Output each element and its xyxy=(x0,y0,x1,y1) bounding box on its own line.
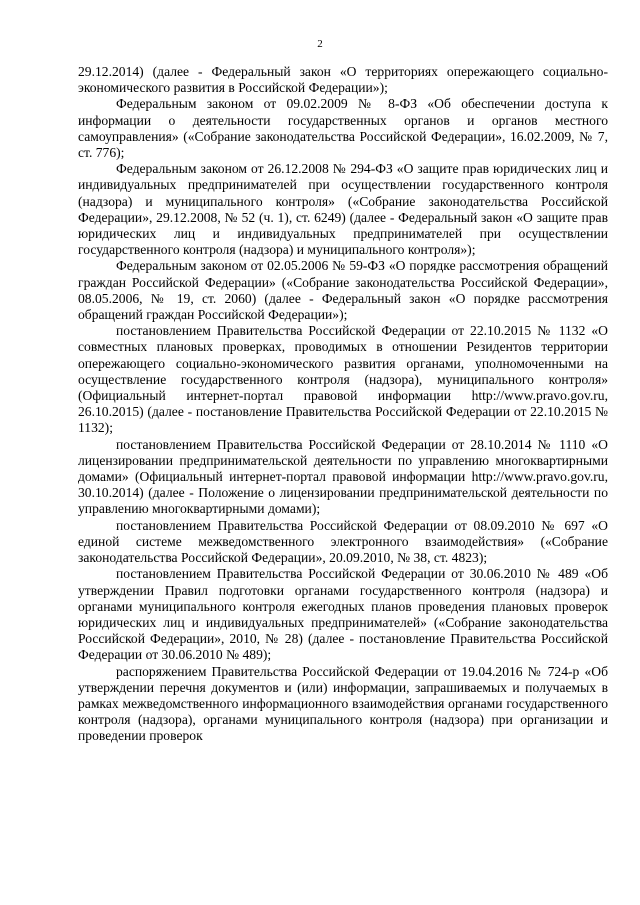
paragraph: Федеральным законом от 26.12.2008 № 294-ФЗ «О защите прав юридических лиц и индивидуальных предпринимателей при осуществлении государственного контроля (надзора) и муниципального контроля» («Собрание законодательства Российской Федерации», 29.12.2008, № 52 (ч. 1), ст. 6249) (далее - Федеральный закон «О защите прав юридических лиц и индивидуальных предпринимателей при осуществлении государственного контроля (надзора) и муниципального контроля»); xyxy=(78,161,608,258)
paragraph: Федеральным законом от 02.05.2006 № 59-ФЗ «О порядке рассмотрения обращений граждан Российской Федерации» («Собрание законодательства Российской Федерации», 08.05.2006, № 19, ст. 2060) (далее - Федеральный закон «О порядке рассмотрения обращений граждан Российской Федерации»); xyxy=(78,258,608,323)
paragraph: Федеральным законом от 09.02.2009 № 8-ФЗ «Об обеспечении доступа к информации о деятельности государственных органов и органов местного самоуправления» («Собрание законодательства Российской Федерации», 16.02.2009, № 7, ст. 776); xyxy=(78,96,608,161)
paragraph: постановлением Правительства Российской Федерации от 22.10.2015 № 1132 «О совместных плановых проверках, проводимых в отношении Резидентов территории опережающего социально-экономического развития органами, уполномоченными на осуществление государственного контроля (надзора), муниципального контроля» (Официальный интернет-портал правовой информации http://www.pravo.gov.ru, 26.10.2015) (далее - постановление Правительства Российской Федерации от 22.10.2015 № 1132); xyxy=(78,323,608,436)
paragraph: распоряжением Правительства Российской Федерации от 19.04.2016 № 724-р «Об утверждении перечня документов и (или) информации, запрашиваемых и получаемых в рамках межведомственного информационного взаимодействия органами государственного контроля (надзора), органами муниципального контроля (надзора) при организации и проведении проверок xyxy=(78,663,608,744)
paragraph: постановлением Правительства Российской Федерации от 30.06.2010 № 489 «Об утверждении Правил подготовки органами государственного контроля (надзора) и органами муниципального контроля ежегодных планов проведения плановых проверок юридических лиц и индивидуальных предпринимателей» («Собрание законодательства Российской Федерации», 2010, № 28) (далее - постановление Правительства Российской Федерации от 30.06.2010 № 489); xyxy=(78,566,608,663)
paragraph: постановлением Правительства Российской Федерации от 28.10.2014 № 1110 «О лицензировании предпринимательской деятельности по управлению многоквартирными домами» (Официальный интернет-портал правовой информации http://www.pravo.gov.ru, 30.10.2014) (далее - Положение о лицензировании предпринимательской деятельности по управлению многоквартирными домами); xyxy=(78,436,608,517)
document-body xyxy=(78,64,608,745)
page-number: 2 xyxy=(317,38,323,50)
paragraph: постановлением Правительства Российской Федерации от 08.09.2010 № 697 «О единой системе межведомственного электронного взаимодействия» («Собрание законодательства Российской Федерации», 20.09.2010, № 38, ст. 4823); xyxy=(78,517,608,566)
paragraph: 29.12.2014) (далее - Федеральный закон «О территориях опережающего социально-экономического развития в Российской Федерации»); xyxy=(78,64,608,96)
